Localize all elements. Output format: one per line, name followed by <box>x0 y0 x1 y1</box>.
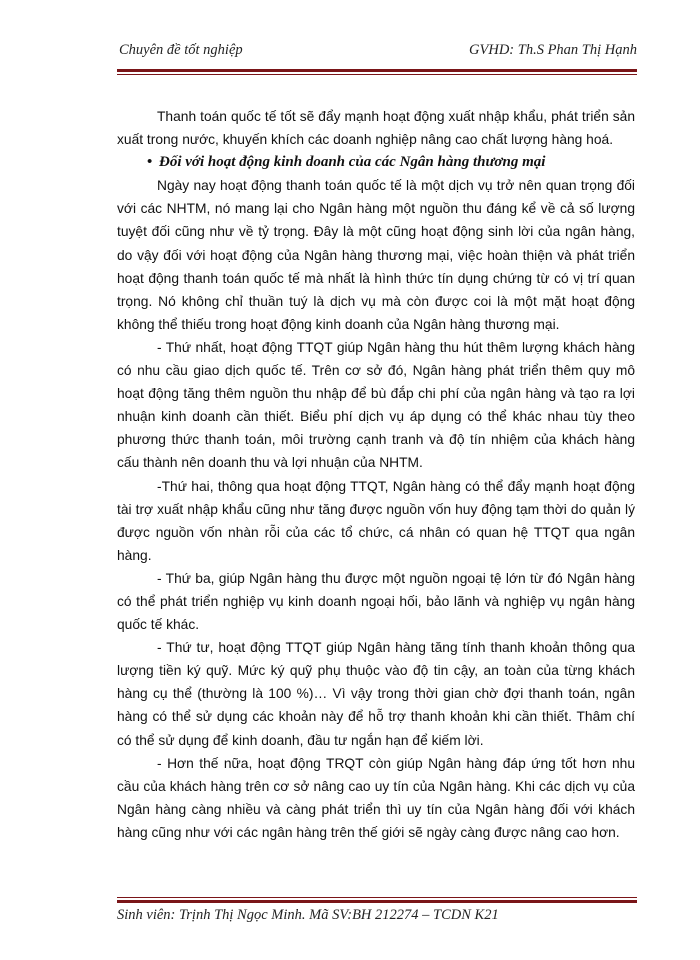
paragraph-intro: Thanh toán quốc tế tốt sẽ đẩy mạnh hoạt động xuất nhập khẩu, phát triển sản xuất trong nước, khuyến khích các doanh nghiệp nâng cao chất lượng hàng hoá. <box>117 109 635 148</box>
footer-divider-thick <box>117 900 637 903</box>
bullet-icon: • <box>147 154 153 171</box>
page-footer: Sinh viên: Trịnh Thị Ngọc Minh. Mã SV:BH 212274 – TCDN K21 <box>117 907 499 923</box>
paragraph-fourth: - Thứ tư, hoạt động TTQT giúp Ngân hàng tăng tính thanh khoản thông qua lượng tiền ký quỹ. Mức ký quỹ phụ thuộc vào độ tin cậy, an toàn của từng khách hàng cụ thể (thường là 100 %)… Vì vậy trong thời gian chờ đợi thanh toán, ngân hàng có thể sử dụng các khoản này để hỗ trợ thanh khoản khi cần thiết. Thâm chí có thể sử dụng để kinh doanh, đầu tư ngắn hạn để kiếm lời. <box>117 640 635 748</box>
page-header <box>117 42 637 64</box>
paragraph-moreover: - Hơn thế nữa, hoạt động TRQT còn giúp Ngân hàng đáp ứng tốt hơn nhu cầu của khách hàng trên cơ sở nâng cao uy tín của Ngân hàng. Khi các dịch vụ của Ngân hàng càng nhiều và càng phát triển thì uy tín của Ngân hàng đối với khách hàng cũng như với các ngân hàng trên thế giới sẽ ngày càng được nâng cao hơn. <box>117 755 635 840</box>
header-divider-thick <box>117 69 637 72</box>
paragraph-first: - Thứ nhất, hoạt động TTQT giúp Ngân hàng thu hút thêm lượng khách hàng có nhu cầu giao dịch quốc tế. Trên cơ sở đó, Ngân hàng phát triển thêm quy mô hoạt động tăng thêm nguồn thu nhập để bù đắp chi phí của ngân hàng và tạo ra lợi nhuận kinh doanh cần thiết. Biểu phí dịch vụ áp dụng có thể khác nhau tùy theo phương thức thanh toán, môi trường cạnh tranh và độ tín nhiệm của khách hàng cấu thành nên doanh thu và lợi nhuận của NHTM. <box>117 339 635 471</box>
paragraph-second: -Thứ hai, thông qua hoạt động TTQT, Ngân hàng có thể đẩy mạnh hoạt động tài trợ xuất nhập khẩu cũng như tăng được nguồn vốn huy động tạm thời do quản lý được nguồn vốn nhàn rỗi của các tổ chức, cá nhân có quan hệ TTQT qua ngân hàng. <box>117 478 635 563</box>
header-advisor: GVHD: Th.S Phan Thị Hạnh <box>469 42 637 58</box>
footer-divider-thin <box>117 897 637 898</box>
header-document-title: Chuyên đề tốt nghiệp <box>119 42 243 58</box>
section-heading <box>117 151 635 174</box>
section-heading-text: Đối với hoạt động kinh doanh của các Ngân hàng thương mại <box>159 154 546 171</box>
header-divider-thin <box>117 74 637 75</box>
page-body <box>117 105 635 844</box>
footer-divider <box>117 897 637 903</box>
paragraph-third: - Thứ ba, giúp Ngân hàng thu được một nguồn ngoại tệ lớn từ đó Ngân hàng có thể phát triển nghiệp vụ kinh doanh ngoại hối, bảo lãnh và nghiệp vụ ngân hàng quốc tế khác. <box>117 570 635 633</box>
paragraph-overview: Ngày nay hoạt động thanh toán quốc tế là một dịch vụ trở nên quan trọng đối với các NHTM, nó mang lại cho Ngân hàng một nguồn thu đáng kể về cả số lượng tuyệt đối cũng như về tỷ trọng. Đây là một cũng hoạt động sinh lời của ngân hàng, do vậy đối với hoạt động của Ngân hàng thương mại, việc hoàn thiện và phát triển hoạt động thanh toán quốc tế mà nhất là hình thức tín dụng chứng từ có vị trí quan trọng. Nó không chỉ thuần tuý là dịch vụ mà còn được coi là một mặt hoạt động không thể thiếu trong hoạt động kinh doanh của Ngân hàng thương mại. <box>117 178 635 332</box>
header-divider <box>117 69 637 75</box>
